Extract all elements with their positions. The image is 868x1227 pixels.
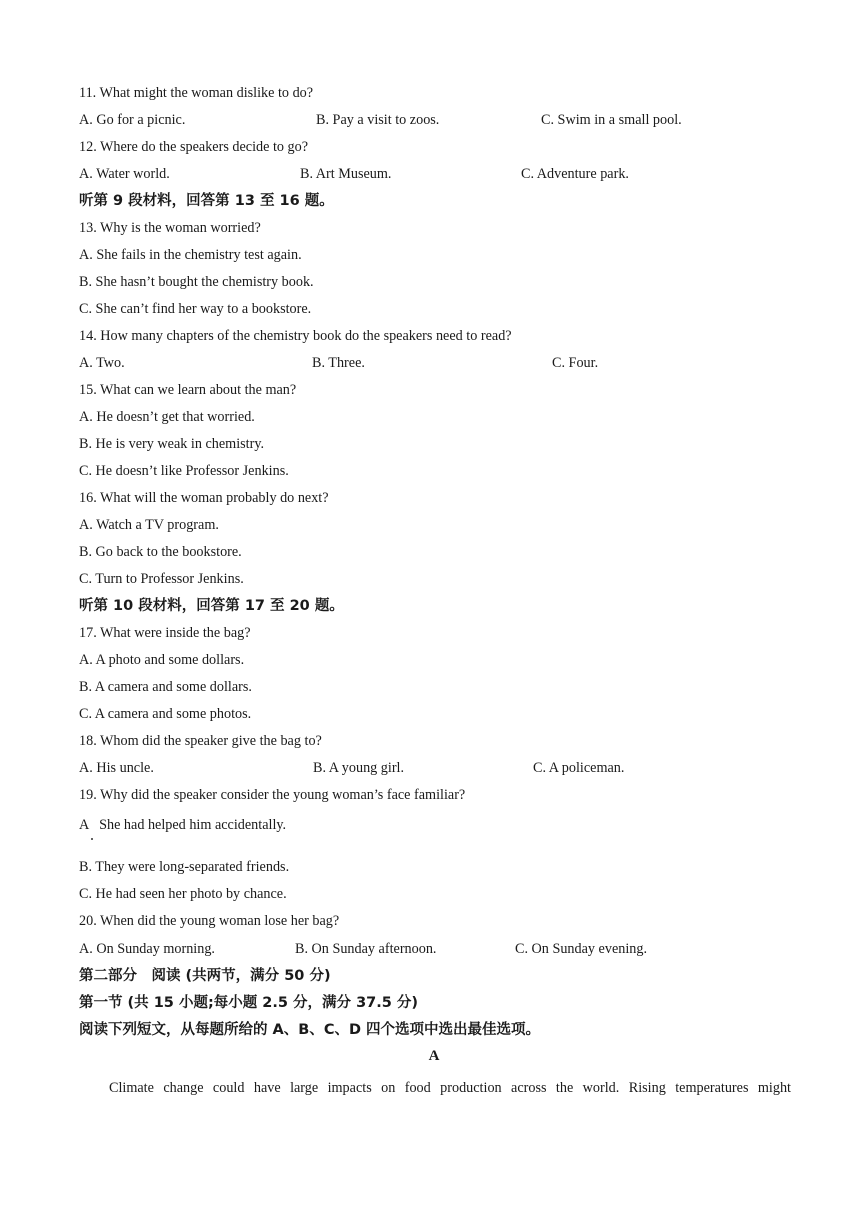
question-15-option-a: A. He doesn’t get that worried. xyxy=(79,409,255,425)
question-18-option-b: B. A young girl. xyxy=(313,760,405,776)
question-15-option-b: B. He is very weak in chemistry. xyxy=(79,436,265,452)
section-1-heading: 第一节 (共 15 小题;每小题 2.5 分，满分 37.5 分) xyxy=(79,995,419,1011)
question-20-option-a: A. On Sunday morning. xyxy=(79,941,215,957)
question-18-option-c: C. A policeman. xyxy=(533,760,625,776)
question-13-stem: 13. Why is the woman worried? xyxy=(79,220,261,236)
question-12-option-b: B. Art Museum. xyxy=(300,166,392,182)
question-20-option-c: C. On Sunday evening. xyxy=(515,941,648,957)
question-13-option-b: B. She hasn’t bought the chemistry book. xyxy=(79,274,314,290)
question-14-option-a: A. Two. xyxy=(79,355,125,371)
question-13-option-a: A. She fails in the chemistry test again. xyxy=(79,247,302,263)
reading-instructions: 阅读下列短文，从每题所给的 A、B、C、D 四个选项中选出最佳选项。 xyxy=(79,1022,541,1038)
question-13-option-c: C. She can’t find her way to a bookstore. xyxy=(79,301,312,317)
question-18-stem: 18. Whom did the speaker give the bag to? xyxy=(79,733,322,749)
question-11-stem: 11. What might the woman dislike to do? xyxy=(79,85,314,101)
question-18-option-a: A. His uncle. xyxy=(79,760,154,776)
passage-label: A xyxy=(428,1048,440,1064)
question-15-option-c: C. He doesn’t like Professor Jenkins. xyxy=(79,463,289,479)
question-17-option-a: A. A photo and some dollars. xyxy=(79,652,245,668)
stray-dot xyxy=(91,838,93,840)
question-19-option-a: A She had helped him accidentally. xyxy=(79,817,287,833)
question-17-option-c: C. A camera and some photos. xyxy=(79,706,252,722)
question-19-stem: 19. Why did the speaker consider the young woman’s face familiar? xyxy=(79,787,466,803)
section-9-heading: 听第 9 段材料，回答第 13 至 16 题。 xyxy=(79,193,334,209)
question-11-option-c: C. Swim in a small pool. xyxy=(541,112,682,128)
question-19-option-c: C. He had seen her photo by chance. xyxy=(79,886,287,902)
question-11-option-b: B. Pay a visit to zoos. xyxy=(316,112,440,128)
question-20-stem: 20. When did the young woman lose her bag? xyxy=(79,913,340,929)
question-19-option-b: B. They were long-separated friends. xyxy=(79,859,290,875)
question-16-stem: 16. What will the woman probably do next? xyxy=(79,490,329,506)
question-12-option-a: A. Water world. xyxy=(79,166,170,182)
question-12-option-c: C. Adventure park. xyxy=(521,166,629,182)
question-20-option-b: B. On Sunday afternoon. xyxy=(295,941,437,957)
question-16-option-a: A. Watch a TV program. xyxy=(79,517,219,533)
question-17-option-b: B. A camera and some dollars. xyxy=(79,679,252,695)
question-12-stem: 12. Where do the speakers decide to go? xyxy=(79,139,309,155)
question-14-option-b: B. Three. xyxy=(312,355,365,371)
section-10-heading: 听第 10 段材料，回答第 17 至 20 题。 xyxy=(79,598,344,614)
passage-first-line: Climate change could have large impacts on food production across the world. Rising temperatures might xyxy=(109,1080,791,1096)
question-14-option-c: C. Four. xyxy=(552,355,599,371)
question-16-option-b: B. Go back to the bookstore. xyxy=(79,544,242,560)
question-11-option-a: A. Go for a picnic. xyxy=(79,112,186,128)
question-16-option-c: C. Turn to Professor Jenkins. xyxy=(79,571,244,587)
question-15-stem: 15. What can we learn about the man? xyxy=(79,382,297,398)
question-17-stem: 17. What were inside the bag? xyxy=(79,625,251,641)
question-14-stem: 14. How many chapters of the chemistry book do the speakers need to read? xyxy=(79,328,512,344)
part-2-heading: 第二部分 阅读 (共两节，满分 50 分) xyxy=(79,968,331,984)
